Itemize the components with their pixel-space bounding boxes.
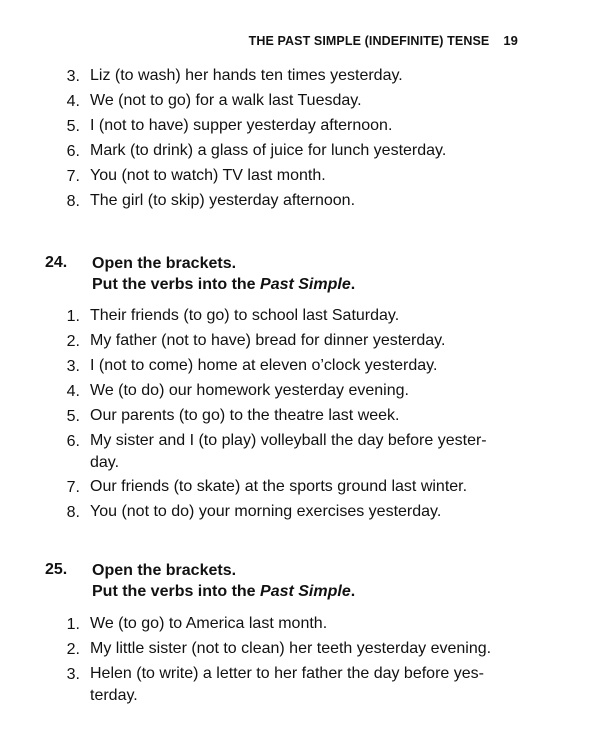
item-number: 6. <box>66 143 80 160</box>
instruction-tense: Past Simple <box>260 583 351 600</box>
item-text: Our friends (to skate) at the sports ground last winter. <box>90 478 468 495</box>
exercise-instruction-2 <box>92 582 355 602</box>
exercise-number: 25. <box>45 561 68 578</box>
item-text-block <box>90 663 530 707</box>
item-text: My father (not to have) bread for dinner yesterday. <box>90 332 446 349</box>
exercise-instruction-1: Open the brackets. <box>92 562 237 579</box>
running-head <box>0 33 518 48</box>
item-text: Their friends (to go) to school last Saturday. <box>90 307 400 324</box>
item-text: Helen (to write) a letter to her father the day before yes- <box>90 665 484 682</box>
item-number: 4. <box>66 93 80 110</box>
item-number: 3. <box>66 68 80 85</box>
item-number: 3. <box>66 358 80 375</box>
instruction-prefix: Put the verbs into the <box>92 583 261 600</box>
item-number: 2. <box>66 641 80 658</box>
exercise-number: 24. <box>45 254 68 271</box>
item-text: Liz (to wash) her hands ten times yesterday. <box>90 67 403 84</box>
item-number: 8. <box>66 504 80 521</box>
item-text: My sister and I (to play) volleyball the day before yester- <box>90 432 487 449</box>
item-number: 4. <box>66 383 80 400</box>
item-number: 1. <box>66 308 80 325</box>
item-number: 1. <box>66 616 80 633</box>
instruction-suffix: . <box>350 276 356 293</box>
item-text: You (not to do) your morning exercises yesterday. <box>90 503 442 520</box>
item-text-block <box>90 430 530 474</box>
item-number: 5. <box>66 118 80 135</box>
item-number: 7. <box>66 168 80 185</box>
exercise-instruction-2 <box>92 275 355 295</box>
item-text: Our parents (to go) to the theatre last week. <box>90 407 400 424</box>
item-text: Mark (to drink) a glass of juice for lunch yesterday. <box>90 142 447 159</box>
exercise-instruction-1: Open the brackets. <box>92 255 237 272</box>
item-text: You (not to watch) TV last month. <box>90 167 326 184</box>
item-text: I (not to have) supper yesterday afternoon. <box>90 117 393 134</box>
item-text-continuation: terday. <box>90 687 138 704</box>
item-text: We (to go) to America last month. <box>90 615 328 632</box>
item-text: I (not to come) home at eleven o’clock yesterday. <box>90 357 438 374</box>
item-text: We (to do) our homework yesterday evening. <box>90 382 409 399</box>
item-number: 5. <box>66 408 80 425</box>
page-number: 19 <box>503 33 518 48</box>
instruction-prefix: Put the verbs into the <box>92 276 261 293</box>
item-number: 6. <box>66 433 80 450</box>
instruction-suffix: . <box>350 583 356 600</box>
item-number: 7. <box>66 479 80 496</box>
item-text: My little sister (not to clean) her teeth yesterday evening. <box>90 640 492 657</box>
item-number: 2. <box>66 333 80 350</box>
running-head-title: THE PAST SIMPLE (INDEFINITE) TENSE <box>248 34 490 48</box>
item-text: The girl (to skip) yesterday afternoon. <box>90 192 356 209</box>
item-text-continuation: day. <box>90 454 120 471</box>
item-text: We (not to go) for a walk last Tuesday. <box>90 92 362 109</box>
instruction-tense: Past Simple <box>260 276 351 293</box>
item-number: 8. <box>66 193 80 210</box>
item-number: 3. <box>66 666 80 683</box>
